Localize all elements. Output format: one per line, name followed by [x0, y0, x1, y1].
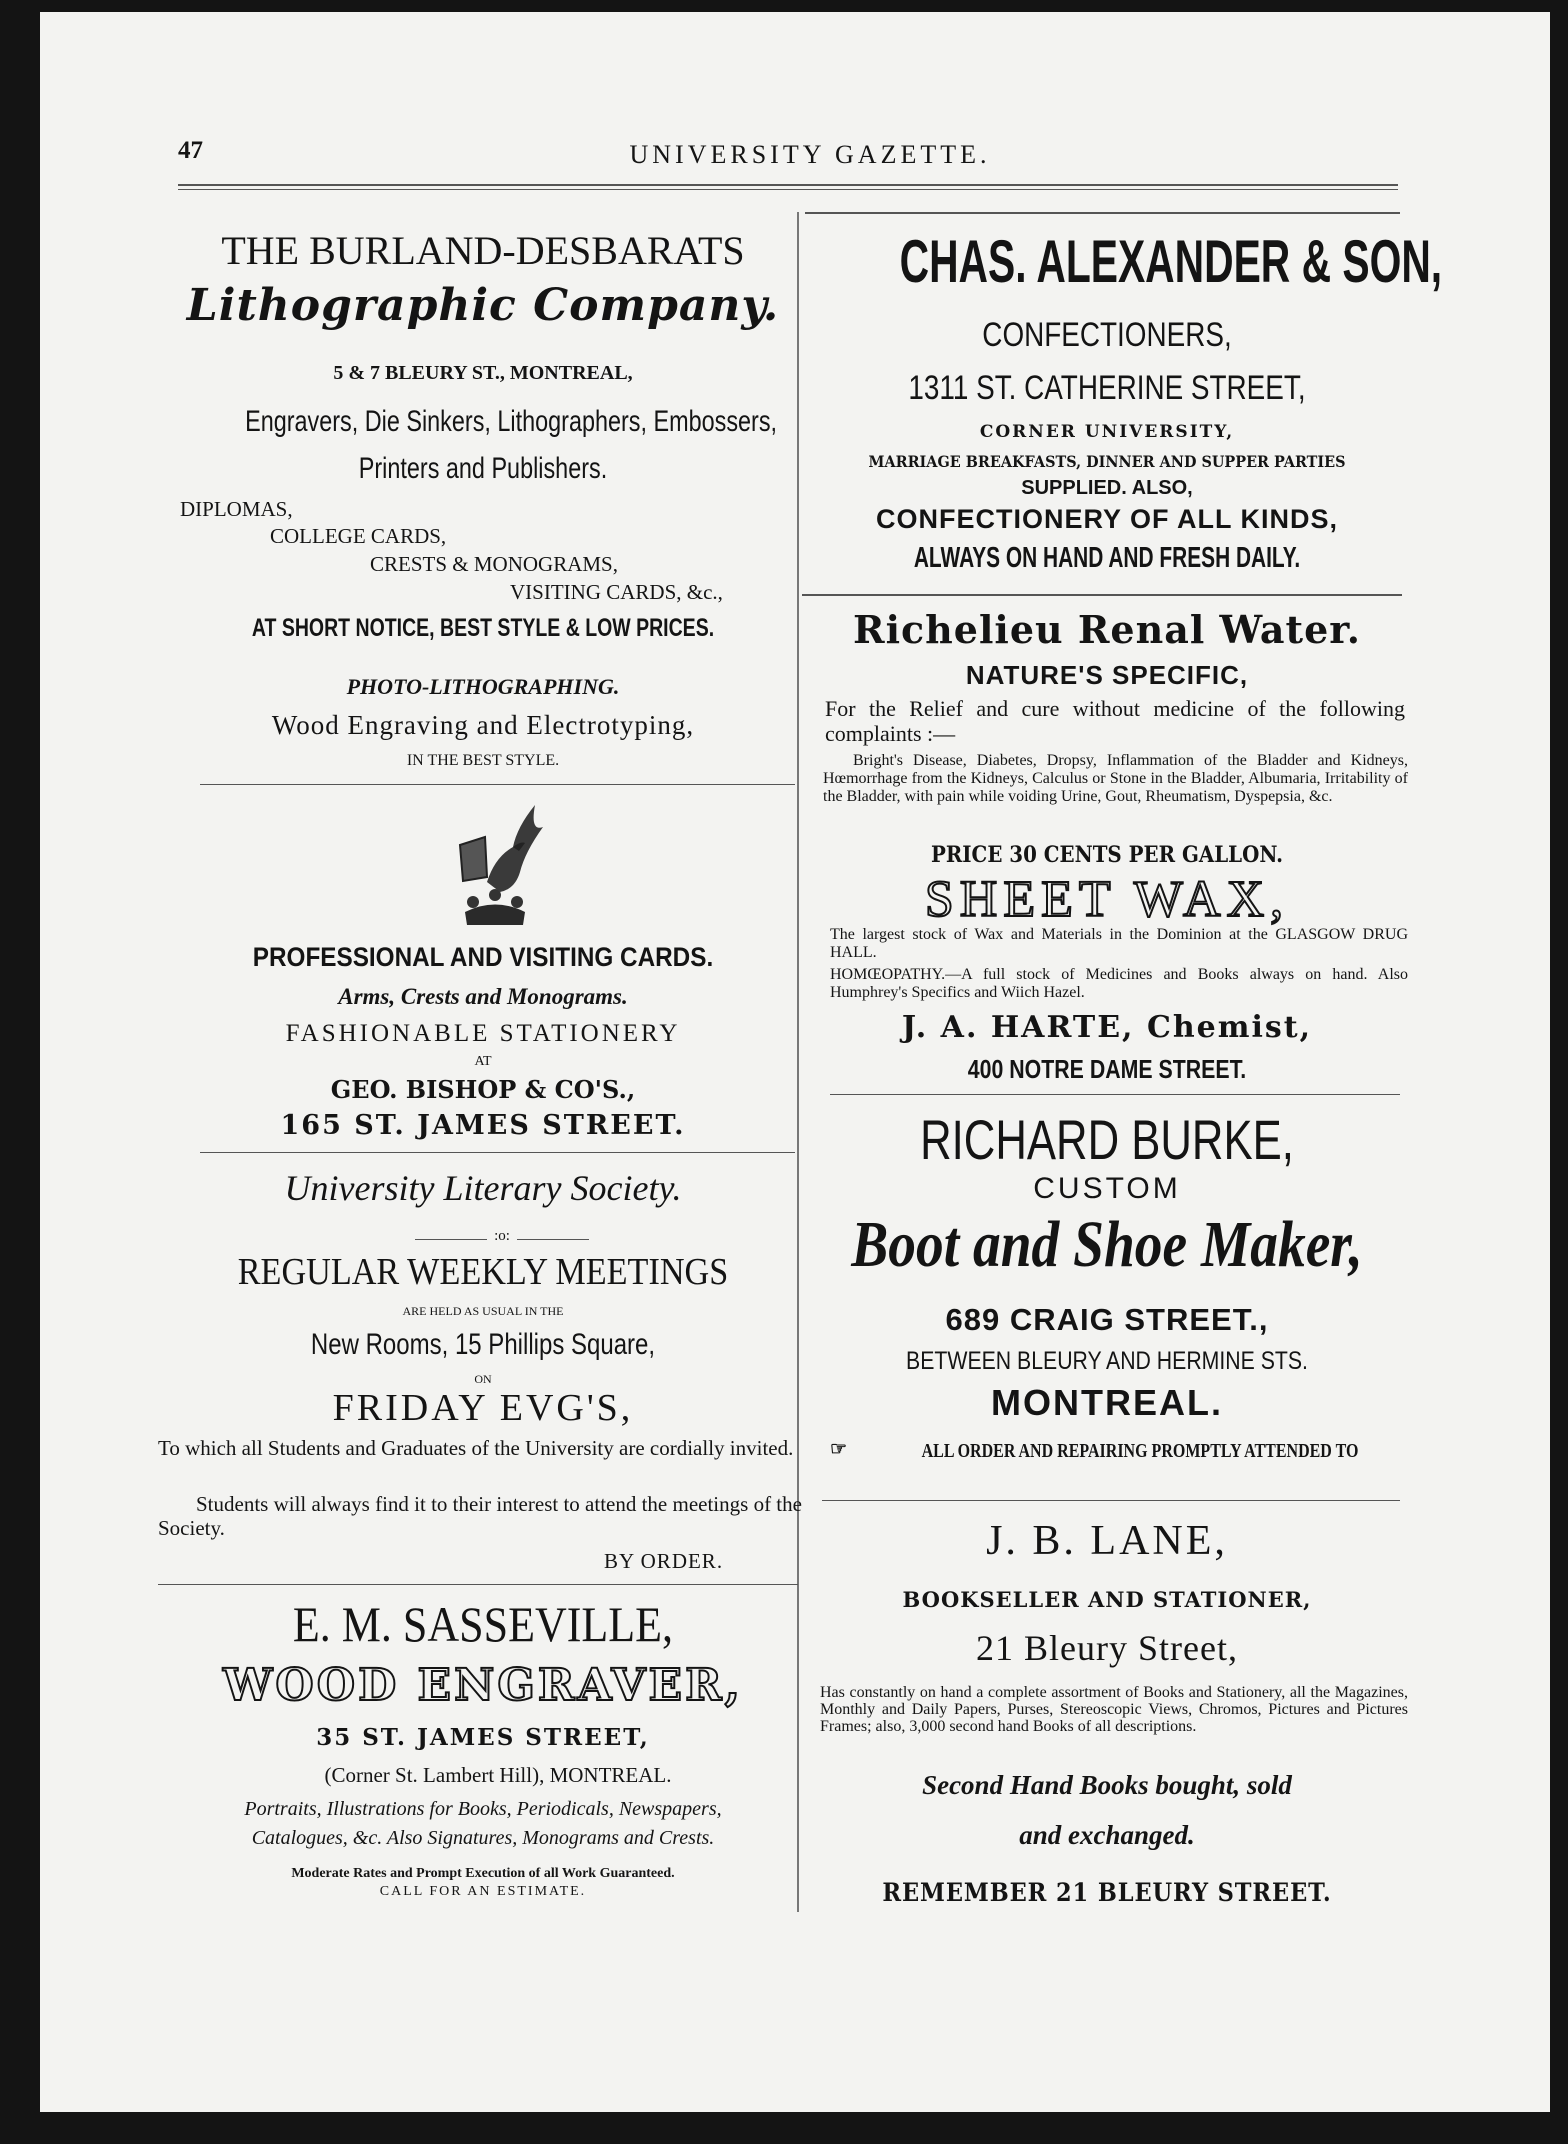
- harte-intro: For the Relief and cure without medicine of the following complaints :—: [825, 696, 1405, 746]
- sasseville-portraits-1: Portraits, Illustrations for Books, Periodicals, Newspapers,: [244, 1798, 722, 1820]
- divider-harte: [830, 1094, 1400, 1095]
- alexander-name-wrap: [802, 227, 1443, 296]
- page-number: 47: [178, 137, 203, 164]
- lane-second-2: and exchanged.: [1019, 1820, 1195, 1850]
- burke-address: 689 CRAIG STREET.,: [945, 1302, 1269, 1337]
- header-rule: [178, 184, 1398, 186]
- society-divider-left: [415, 1239, 487, 1240]
- gazette-page: [40, 12, 1550, 2112]
- lane-remember: REMEMBER 21 BLEURY STREET.: [882, 1878, 1332, 1907]
- bishop-line-6: 165 ST. JAMES STREET.: [280, 1110, 686, 1141]
- burland-style: IN THE BEST STYLE.: [406, 752, 560, 769]
- sasseville-portraits-2: Catalogues, &c. Also Signatures, Monograms and Crests.: [251, 1827, 715, 1849]
- society-held: ARE HELD AS USUAL IN THE: [402, 1304, 564, 1318]
- harte-homoeopathy: HOMŒOPATHY.—A full stock of Medicines and Books always on hand. Also Humphrey's Specifics and Wiich Hazel.: [830, 966, 1408, 1001]
- lane-address: 21 Bleury Street,: [976, 1628, 1238, 1668]
- sasseville-address: 35 ST. JAMES STREET,: [316, 1724, 650, 1751]
- harte-chemist: J. A. HARTE, Chemist,: [901, 1010, 1313, 1045]
- lane-stock: Has constantly on hand a complete assortment of Books and Stationery, all the Magazines, Monthly and Daily Papers, Purses, Stereoscopic Views, Chromos, Pictures and Pictures Frames; also, 3,000 second hand Books of all descriptions.: [820, 1684, 1408, 1735]
- header-rule-thin: [178, 189, 1398, 190]
- alexander-supplied: SUPPLIED. ALSO,: [1021, 477, 1193, 499]
- harte-wax: SHEET WAX,: [924, 871, 1290, 928]
- crest-crown-griffin-icon: [425, 797, 565, 932]
- bishop-line-4: AT: [474, 1054, 492, 1069]
- sasseville-name: E. M. SASSEVILLE,: [292, 1596, 674, 1652]
- sasseville-corner: (Corner St. Lambert Hill), MONTREAL.: [324, 1763, 672, 1787]
- harte-complaints: Bright's Disease, Diabetes, Dropsy, Inflammation of the Bladder and Kidneys, Hœmorrhage from the Kidneys, Calculus or Stone in the Bladder, Albumaria, Irritability of the Bladder, with pain while voiding Urine, Gout, Rheumatism, Dyspepsia, &c.: [823, 752, 1408, 805]
- burland-name: THE BURLAND-DESBARATS: [221, 228, 745, 273]
- alexander-address: 1311 ST. CATHERINE STREET,: [908, 369, 1306, 407]
- sasseville-call: CALL FOR AN ESTIMATE.: [379, 1884, 587, 1899]
- burland-notice: AT SHORT NOTICE, BEST STYLE & LOW PRICES.: [251, 614, 715, 642]
- alexander-trade: CONFECTIONERS,: [982, 316, 1232, 354]
- burland-item-4: VISITING CARDS, &c.,: [510, 580, 723, 604]
- burke-name: RICHARD BURKE,: [920, 1108, 1294, 1171]
- harte-wax-text: The largest stock of Wax and Materials in the Dominion at the GLASGOW DRUG HALL.: [830, 926, 1408, 961]
- harte-title: Richelieu Renal Water.: [852, 607, 1362, 652]
- harte-specific: NATURE'S SPECIFIC,: [965, 660, 1249, 690]
- page-title: UNIVERSITY GAZETTE.: [629, 140, 991, 169]
- society-meetings: REGULAR WEEKLY MEETINGS: [237, 1251, 729, 1293]
- society-by-order: BY ORDER.: [604, 1549, 724, 1573]
- lane-name: J. B. LANE,: [986, 1518, 1228, 1564]
- burke-custom: CUSTOM: [1033, 1172, 1181, 1205]
- divider-burke: [822, 1500, 1400, 1501]
- society-title: University Literary Society.: [284, 1168, 682, 1208]
- society-on: ON: [474, 1372, 492, 1386]
- burland-item-3: CRESTS & MONOGRAMS,: [370, 552, 618, 576]
- alexander-name: CHAS. ALEXANDER & SON,: [899, 228, 1443, 295]
- society-divider: :o:: [494, 1228, 510, 1244]
- pointing-hand-icon: ☞: [830, 1439, 848, 1460]
- bishop-line-1: PROFESSIONAL AND VISITING CARDS.: [252, 942, 714, 972]
- lane-trade: BOOKSELLER AND STATIONER,: [902, 1587, 1312, 1612]
- sasseville-trade: WOOD ENGRAVER,: [223, 1660, 743, 1711]
- society-rooms: New Rooms, 15 Phillips Square,: [310, 1328, 656, 1361]
- harte-address: 400 NOTRE DAME STREET.: [967, 1054, 1247, 1084]
- divider-society: [158, 1584, 798, 1585]
- burland-address: 5 & 7 BLEURY ST., MONTREAL,: [333, 362, 633, 384]
- burland-item-1: DIPLOMAS,: [180, 497, 293, 521]
- society-friday: FRIDAY EVG'S,: [332, 1387, 634, 1429]
- burland-services-1: Engravers, Die Sinkers, Lithographers, Embossers,: [245, 405, 778, 438]
- right-column-top-rule: [805, 212, 1400, 214]
- alexander-always: ALWAYS ON HAND AND FRESH DAILY.: [913, 542, 1301, 574]
- alexander-confectionery: CONFECTIONERY OF ALL KINDS,: [875, 504, 1339, 534]
- bishop-line-5: GEO. BISHOP & CO'S.,: [330, 1075, 636, 1104]
- society-divider-right: [517, 1239, 589, 1240]
- burland-photo: PHOTO-LITHOGRAPHING.: [346, 674, 620, 699]
- divider-bishop: [200, 1152, 795, 1153]
- society-para-1: To which all Students and Graduates of the University are cordially invited.: [158, 1436, 794, 1460]
- burke-trade: Boot and Shoe Maker,: [851, 1208, 1363, 1281]
- lane-second-1: Second Hand Books bought, sold: [922, 1770, 1292, 1800]
- divider-alexander: [802, 594, 1402, 596]
- sasseville-rates: Moderate Rates and Prompt Execution of all Work Guaranteed.: [291, 1866, 675, 1881]
- column-divider: [797, 212, 799, 1912]
- burke-orders: ALL ORDER AND REPAIRING PROMPTLY ATTENDED TO: [921, 1440, 1359, 1462]
- burland-services-2: Printers and Publishers.: [358, 452, 608, 485]
- burke-city: MONTREAL.: [991, 1382, 1223, 1423]
- society-para-2: Students will always find it to their interest to attend the meetings of the Society.: [158, 1492, 802, 1540]
- burke-between: BETWEEN BLEURY AND HERMINE STS.: [906, 1347, 1308, 1375]
- alexander-corner: CORNER UNIVERSITY,: [979, 422, 1235, 442]
- burland-wood: Wood Engraving and Electrotyping,: [271, 710, 695, 740]
- burland-item-2: COLLEGE CARDS,: [270, 524, 447, 548]
- bishop-line-3: FASHIONABLE STATIONERY: [285, 1020, 681, 1047]
- burland-company: Lithographic Company.: [186, 280, 780, 331]
- divider-burland: [200, 784, 795, 785]
- alexander-marriage: MARRIAGE BREAKFASTS, DINNER AND SUPPER PARTIES: [868, 452, 1346, 471]
- harte-price: PRICE 30 CENTS PER GALLON.: [930, 842, 1284, 868]
- bishop-line-2: Arms, Crests and Monograms.: [338, 984, 628, 1009]
